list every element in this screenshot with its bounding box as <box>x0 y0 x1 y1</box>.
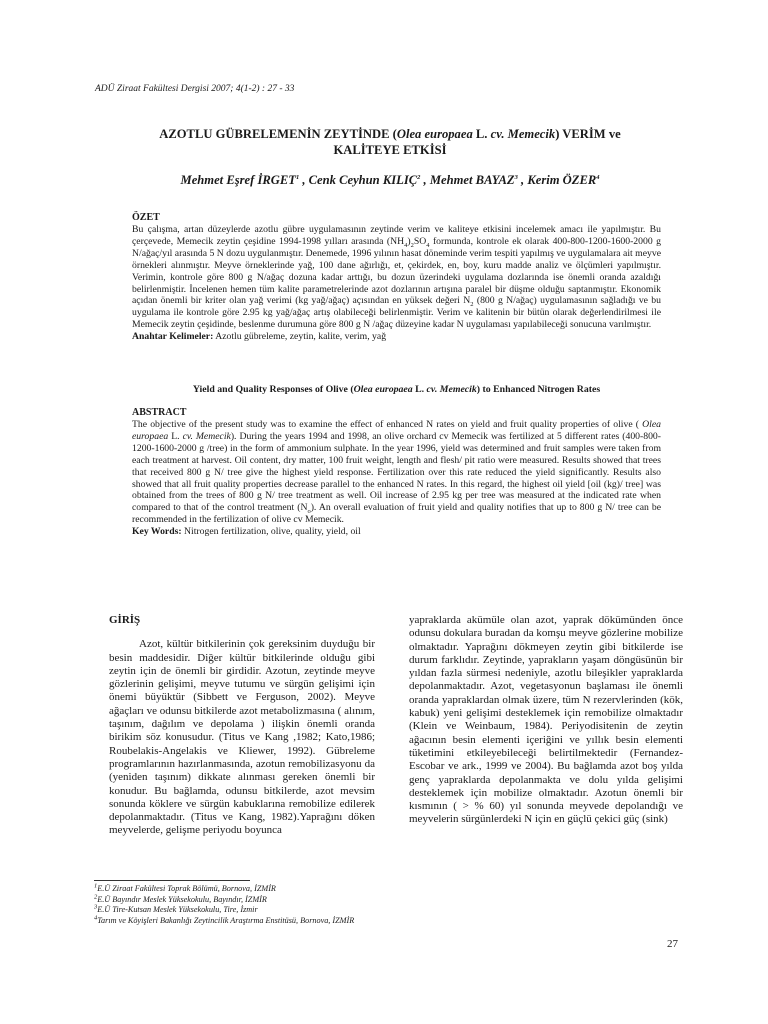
page-number: 27 <box>667 938 678 950</box>
footnote <box>94 913 355 927</box>
ozet-text: Bu çalışma, artan düzeylerde azotlu gübre uygulamasının zeytinde verim ve kaliteye etkisini incelemek amacı ile yapılmıştır. Bu çerçevede, Memecik zeytin çeşidine 1994-1998 yılları arasında (NH <box>132 224 661 247</box>
body-column-left <box>109 614 375 838</box>
keywords-text: Azotlu gübreleme, zeytin, kalite, verim, yağ <box>213 331 387 343</box>
ozet-keywords <box>132 331 661 343</box>
keywords-label: Anahtar Kelimeler: <box>132 331 214 343</box>
author-affiliation-mark: 2 <box>417 173 421 181</box>
abstract-text: L. <box>168 430 183 442</box>
abstract-latin: Olea europaea <box>132 419 661 442</box>
abstract-heading: ABSTRACT <box>132 407 187 418</box>
title-line2: KALİTEYE ETKİSİ <box>333 143 447 157</box>
footnote-text: Tarım ve Köyişleri Bakanlığı Zeytincilik Araştırma Enstitüsü, Bornova, İZMİR <box>97 915 355 925</box>
turkish-abstract <box>132 211 661 343</box>
author-affiliation-mark: 4 <box>596 173 600 181</box>
title-part3: ) VERİM ve <box>555 127 621 141</box>
en-title-latin: Olea europaea <box>353 384 413 395</box>
ozet-heading: ÖZET <box>132 212 160 223</box>
abstract-text: ). An overall evaluation of fruit yield and quality notifies that up to 800 g N/ tree can be recommended in the fertilization of olive cv Memecik. <box>132 502 661 526</box>
subscript: 2 <box>410 241 414 249</box>
footnote-text: E.Ü Ziraat Fakültesi Toprak Bölümü, Bornova, İZMİR <box>97 884 276 893</box>
english-title <box>132 384 661 395</box>
footnote-mark: 4 <box>94 913 98 921</box>
subscript: 2 <box>470 301 474 309</box>
author-list <box>100 173 680 188</box>
footnote-mark: 3 <box>94 903 98 911</box>
author-affiliation-mark: 3 <box>514 173 518 181</box>
keywords-label: Key Words: <box>132 526 182 538</box>
footnote-text: E.Ü Bayındır Meslek Yüksekokulu, Bayındır, İZMİR <box>97 894 267 904</box>
giris-paragraph-right: yapraklarda akümüle olan azot, yaprak dökümünden önce odunsu dokulara buradan da komşu meyve gözlerine mobilize olmaktadır. Yaprağını dökmeyen zeytin gibi bitkilerde ise durum farklıdır. Zeytinde, yaprakların yaşam döngüsünün bir yıldan fazla sürmesi nedeniyle, azotlu bileşikler yapraklarda depolanmaktadır. Azot, vegetasyonun başlaması ile önemli oranda yapraklardan olmak üzere, tüm N rezervlerinden (kök, kabuk) yeni gelişimi desteklemek için remobilize olmaktadır (Klein ve Weinbaum, 1984). Periyodisitenin de zeytin ağacının besin elementi içeriğini ve yıllık besin elementi tüketimini etkileyebileceği belirtilmektedir (Fernandez-Escobar ve ark., 1999 ve 2004). Bu bağlamda azot boş yılda genç yapraklarda depolanmakta ve dolu yılda gelişimi desteklemek için mobilize olmaktadır. Azotun önemli bir kısmının ( > % 60) yıl sonunda meyvede depolandığı ve meyvelerin sürgünlerdeki N için en güçlü çekici güç (sink) <box>409 614 683 826</box>
ozet-text: ) <box>407 235 411 247</box>
author-name: Cenk Ceyhun KILIÇ <box>308 173 418 187</box>
footnotes <box>94 884 354 926</box>
author-name: Mehmet Eşref İRGET <box>180 173 296 187</box>
author-affiliation-mark: 1 <box>295 173 300 181</box>
author-name: Kerim ÖZER <box>527 173 597 187</box>
giris-paragraph-left: Azot, kültür bitkilerinin çok gereksinim duyduğu bir besin maddesidir. Diğer kültür bitkilerinde olduğu gibi zeytin için de önemli bir girdidir. Azotun, zeytinde meyve gözlerinin gelişimi, meyve tutumu ve sürgün gelişimi için önemi büyüktür (Sibbett ve Ferguson, 2002). Meyve ağaçları ve odunsu bitkilerde azot metabolizmasına ( alınım, taşınım, dağılım ve depolama ) ilişkin önemli oranda birikim söz konusudur. (Titus ve Kang ,1982; Kato,1986; Roubelakis-Angelakis ve Kliewer, 1992). Gübreleme programlarının hazırlanmasında, azotun remobilizasyonu da (yeniden taşınım) dikkate alınması gereken önemli bir konudur. Bu bağlamda, odunsu bitkilerde, azot mevsim sonunda köklere ve sürgün kabuklarına remobilize edilerek depolanmaktadır. (Titus ve Kang, 1982).Yaprağını döken meyvelerde, gelişme periyodu boyunca <box>109 638 375 837</box>
ozet-text: formunda, kontrole ek olarak 400-800-1200-1600-2000 g N/ağaç/yıl arasında 5 N dozu uygulanmıştır. Denemede, 1996 yılının hasat döneminde verim tespiti yapılmış ve uygulamalara ait meyve örnekleri alınmıştır. Meyve örneklerinde yağ, 100 dane ağırlığı, et, çekirdek, en, boy, kuru madde analiz ve ölçümleri yapılmıştır. Verimin, kontrole göre 800 g N/ağaç dozuna kadar arttığı, bu dozun üzerindeki uygulama dozlarında ise önemli oranda azaldığı belirlenmiştir. İncelenen hemen tüm kalite parametrelerinde azot dozlarının artışına paralel bir düşme olduğu saptanmıştır. Ekonomik açıdan önemli bir kriter olan yağ verimi (kg yağ/ağaç) açısından en yüksek değeri N <box>132 235 661 307</box>
footnote-mark: 2 <box>94 892 98 900</box>
abstract-keywords <box>132 526 661 538</box>
body-column-right <box>409 614 683 827</box>
ozet-body <box>132 224 661 331</box>
subscript: o <box>307 508 311 516</box>
author-separator: , <box>420 173 430 187</box>
ozet-text: (800 g N/ağaç) uygulamasının sağladığı ve bu uygulama ile kontrole göre 2.95 kg yağ/ağaç artış olabileceği belirlenmiştir. Verim ve kalitenin bir bütün olarak değerlendirilmesi ile Memecik zeytin çeşidinde, beslenme durumuna göre 800 g N /ağaç düzeyine kadar N uygulaması yapılabileceği sonucuna varılmıştır. <box>132 295 661 331</box>
english-abstract <box>132 406 661 538</box>
section-heading-giris: GİRİŞ <box>109 614 141 626</box>
footnote-mark: 1 <box>94 882 98 890</box>
title-latin: Olea europaea <box>396 127 473 141</box>
en-title-cultivar: cv. Memecik <box>426 384 477 395</box>
footnote <box>94 884 354 895</box>
keywords-text: Nitrogen fertilization, olive, quality, yield, oil <box>181 526 361 538</box>
subscript: 4 <box>426 241 430 249</box>
paper-title <box>120 126 660 158</box>
abstract-text: ). During the years 1994 and 1998, an olive orchard cv Memecik was fertilized at 5 different rates (400-800-1200-1600-2000 g /tree) in the form of ammonium sulphate. In the year 1996, yield was determined and fruit samples were taken from each treatment at harvest. Oil content, dry matter, 100 fruit weight, length and flesh/ pit ratio were measured. Results showed that trees that received 800 g N/ tree give the highest yield response. Fertilization over this rate reduced the yield significantly. Results also showed that all fruit quality properties decrease parallel to the enhanced N rates. In this regard, the highest oil yield [oil (kg)/ tree] was obtained from the trees of 800 g N/ tree treatment as well. Oil increase of 2.95 kg per tree was measured at the indicated rate when compared to that of the control treatment (N <box>132 430 661 514</box>
journal-citation: ADÜ Ziraat Fakültesi Dergisi 2007; 4(1-2) : 27 - 33 <box>95 84 295 94</box>
footnote <box>94 905 354 916</box>
title-part1: AZOTLU GÜBRELEMENİN ZEYTİNDE ( <box>159 127 397 141</box>
en-title-part1: Yield and Quality Responses of Olive ( <box>192 384 354 395</box>
footnote <box>94 892 354 906</box>
author-separator: , <box>517 173 528 187</box>
en-title-part3: ) to Enhanced Nitrogen Rates <box>476 384 601 395</box>
title-cultivar: cv. Memecik <box>490 127 556 141</box>
abstract-body <box>132 419 661 526</box>
author-separator: , <box>299 173 309 187</box>
ozet-text: SO <box>413 235 427 247</box>
footnote-text: E.Ü Tire-Kutsan Meslek Yüksekokulu, Tire, İzmir <box>97 905 258 914</box>
author-name: Mehmet BAYAZ <box>429 173 515 187</box>
subscript: 4 <box>404 241 408 249</box>
abstract-cultivar: cv. Memecik <box>182 430 231 442</box>
footnote-divider <box>94 880 250 881</box>
en-title-part2: L. <box>412 384 427 395</box>
abstract-text: The objective of the present study was to examine the effect of enhanced N rates on yield and fruit quality properties of olive ( <box>132 419 643 430</box>
title-part2: L. <box>472 127 491 141</box>
